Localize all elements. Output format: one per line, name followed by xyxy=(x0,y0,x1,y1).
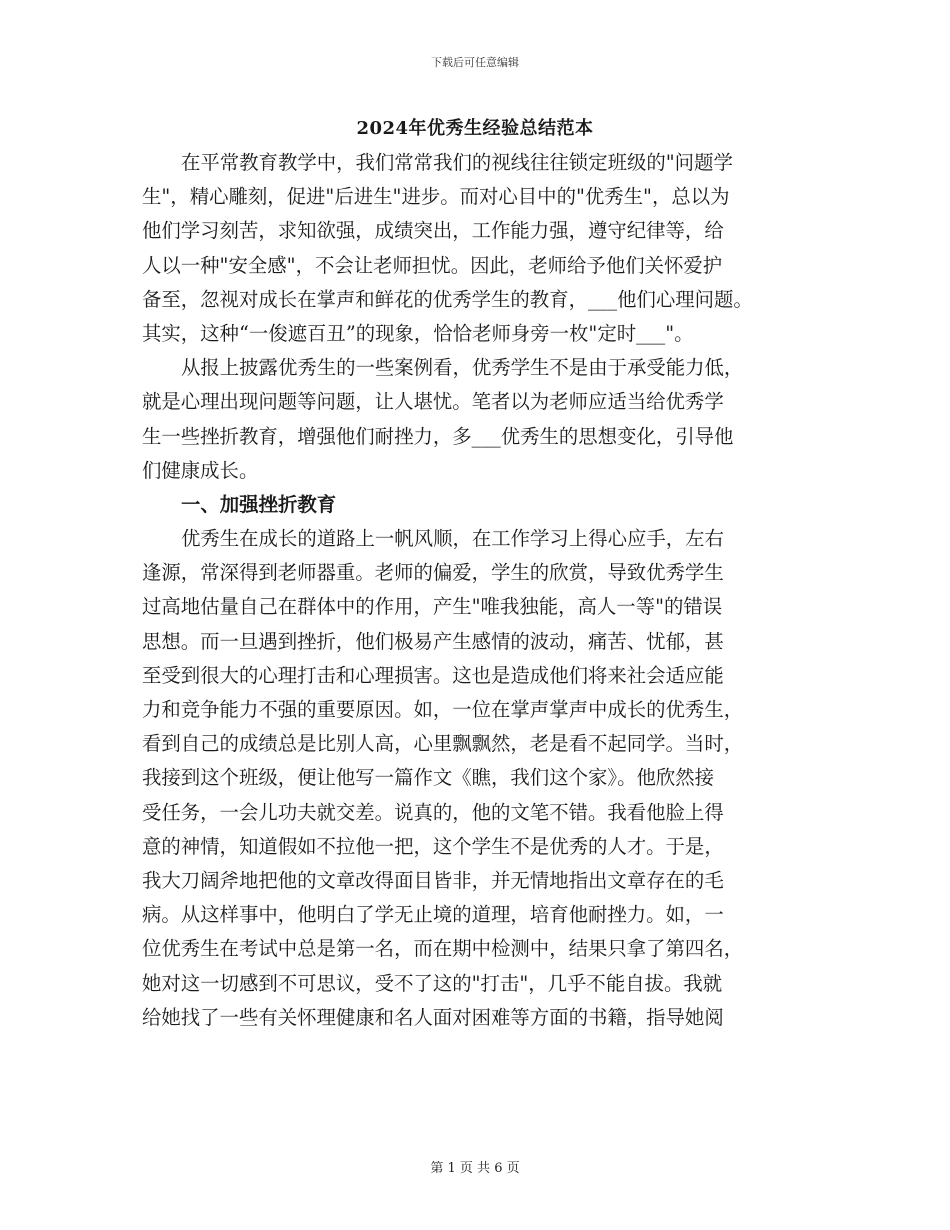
header-note: 下载后可任意编辑 xyxy=(431,56,519,69)
paragraph-line: 过高地估量自己在群体中的作用，产生"唯我独能，高人一等"的错误 xyxy=(142,595,723,619)
paragraph-line: 逢源，常深得到老师器重。老师的偏爱，学生的欣赏，导致优秀学生 xyxy=(142,561,724,585)
document-body xyxy=(142,146,812,1035)
paragraph-line: 意的神情，知道假如不拉他一把，这个学生不是优秀的人才。于是， xyxy=(142,834,724,858)
paragraph-line: 备至，忽视对成长在掌声和鲜花的优秀学生的教育，___他们心理问题。 xyxy=(142,287,753,311)
page-footer: 第 1 页 共 6 页 xyxy=(430,1161,520,1176)
paragraph-line: 生一些挫折教育，增强他们耐挫力，多___优秀生的思想变化，引导他 xyxy=(142,424,734,448)
paragraph-line: 从报上披露优秀生的一些案例看，优秀学生不是由于承受能力低， xyxy=(181,356,744,380)
paragraph-line: 病。从这样事中，他明白了学无止境的道理，培育他耐挫力。如，一 xyxy=(142,903,724,927)
paragraph-line: 位优秀生在考试中总是第一名，而在期中检测中，结果只拿了第四名， xyxy=(142,937,744,961)
paragraph-line: 受任务，一会儿功夫就交差。说真的，他的文笔不错。我看他脸上得 xyxy=(142,800,724,824)
paragraph-line: 其实，这种“一俊遮百丑”的现象，恰恰老师身旁一枚"定时___"。 xyxy=(142,321,694,345)
paragraph-line: 他们学习刻苦，求知欲强，成绩突出，工作能力强，遵守纪律等，给 xyxy=(142,219,724,243)
paragraph-line: 在平常教育教学中，我们常常我们的视线往往锁定班级的"问题学 xyxy=(181,151,733,174)
paragraph-line: 就是心理出现问题等问题，让人堪忧。笔者以为老师应适当给优秀学 xyxy=(142,390,724,414)
paragraph-line: 人以一种"安全感"，不会让老师担忧。因此，老师给予他们关怀爱护 xyxy=(142,253,723,277)
paragraph-line: 看到自己的成绩总是比别人高，心里飘飘然，老是看不起同学。当时， xyxy=(142,732,744,756)
paragraph-line: 至受到很大的心理打击和心理损害。这也是造成他们将来社会适应能 xyxy=(142,663,724,687)
paragraph-line: 们健康成长。 xyxy=(142,458,259,482)
paragraph-line: 我大刀阔斧地把他的文章改得面目皆非，并无情地指出文章存在的毛 xyxy=(142,868,724,892)
paragraph-line: 思想。而一旦遇到挫折，他们极易产生感情的波动，痛苦、忧郁，甚 xyxy=(142,629,724,653)
section-heading: 一、加强挫折教育 xyxy=(181,492,337,516)
document-title: 2024年优秀生经验总结范本 xyxy=(356,118,594,139)
paragraph-line: 给她找了一些有关怀理健康和名人面对困难等方面的书籍，指导她阅 xyxy=(142,1005,724,1029)
paragraph-line: 她对这一切感到不可思议，受不了这的"打击"，几乎不能自拔。我就 xyxy=(142,971,723,995)
paragraph-line: 生"，精心雕刻，促进"后进生"进步。而对心目中的"优秀生"，总以为 xyxy=(142,185,730,209)
paragraph-line: 优秀生在成长的道路上一帆风顺，在工作学习上得心应手，左右 xyxy=(181,527,724,551)
paragraph-line: 力和竞争能力不强的重要原因。如，一位在掌声掌声中成长的优秀生， xyxy=(142,698,744,721)
paragraph-line: 我接到这个班级，便让他写一篇作文《瞧，我们这个家》。他欣然接 xyxy=(142,766,715,790)
